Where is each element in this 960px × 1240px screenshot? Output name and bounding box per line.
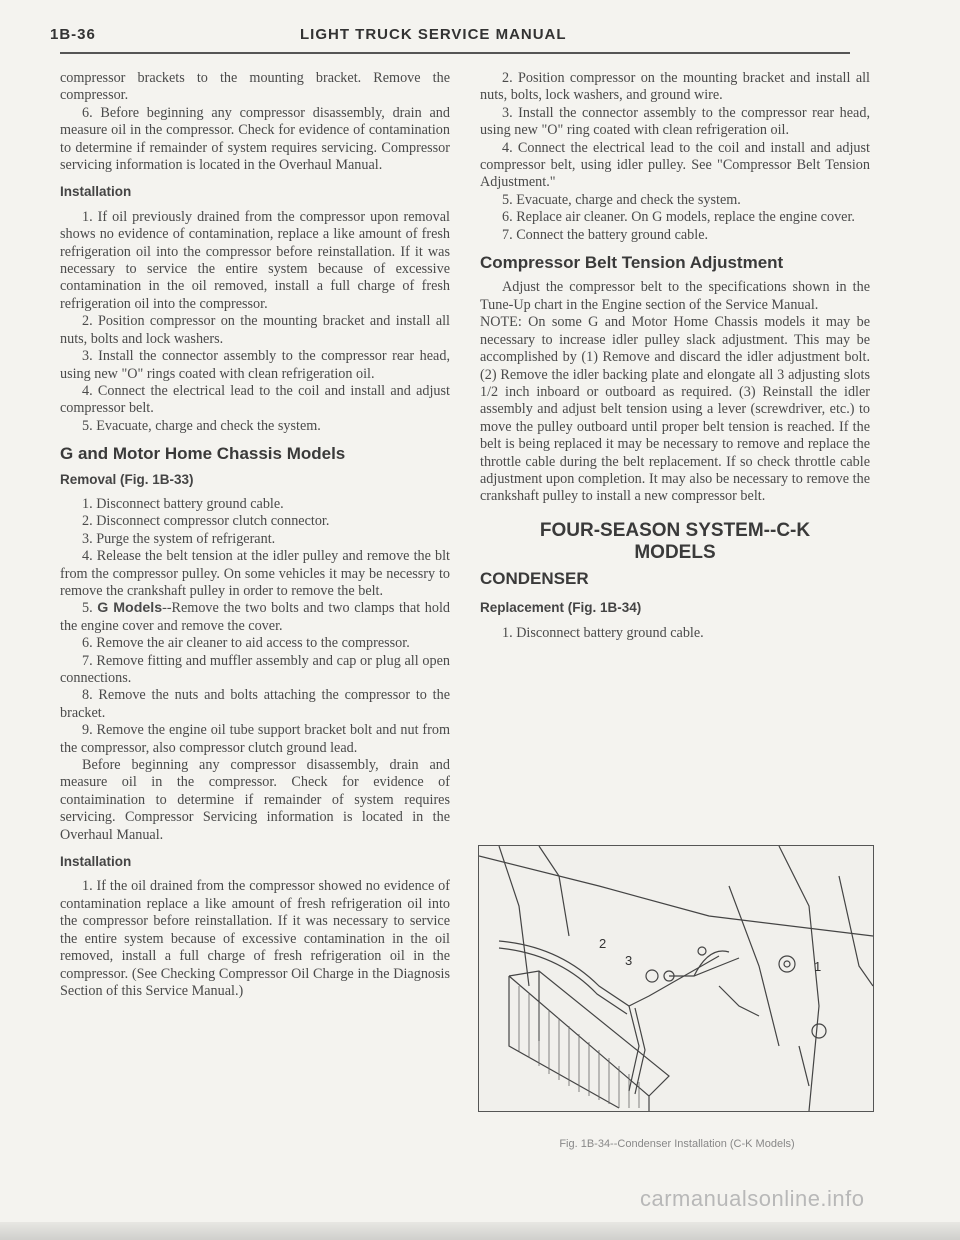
step: 1. Disconnect battery ground cable. — [82, 495, 284, 512]
installation-heading-2: Installation — [60, 854, 132, 870]
step: 2. Disconnect compressor clutch connector. — [82, 513, 330, 530]
watermark: carmanualsonline.info — [640, 1186, 865, 1211]
removal-heading: Removal (Fig. 1B-33) — [60, 471, 194, 487]
step: 5. Evacuate, charge and check the system. — [502, 191, 741, 208]
callout-1: 1 — [814, 959, 822, 974]
replacement-heading: Replacement (Fig. 1B-34) — [480, 600, 642, 616]
step: 2. Position compressor on the mounting bracket and install all nuts, bolts, lock washers, and ground wire. — [480, 70, 870, 104]
four-season-line-1: FOUR-SEASON SYSTEM--C-K — [539, 519, 811, 541]
step: 7. Connect the battery ground cable. — [502, 226, 709, 243]
step: 3. Install the connector assembly to the compressor rear head, using new "O" ring coated with clean refrigeration oil. — [480, 104, 870, 139]
four-season-line-2: MODELS — [634, 541, 716, 563]
step: 4. Release the belt tension at the idler pulley and remove the blt from the compressor pulley. On some vehicles it may be necessry to remove the crankshaft pulley in order to remove the belt. — [60, 548, 450, 599]
note: NOTE: On some G and Motor Home Chassis models it may be necessary to increase idler pulley slack adjustment. This may be accomplished by (1) Remove and discard the idler adjustment bolt. (2) Remove the idler backing plate and elongate all 3 adjusting slots 1/2 inch inboard or outboard as required. (3) Reinstall the idler assembly and adjust belt tension using a lever (screwdriver, etc.) to move the pulley outboard until proper belt tension is reached. If the belt is being replaced it may be necessary to remove and replace the throttle cable during the belt replacement. If so check throttle cable adjustment upon completion. It may also be necessary to remove the crankshaft pulley to install a new compressor belt. — [480, 314, 870, 505]
callout-3: 3 — [625, 953, 633, 968]
paragraph: 6. Before beginning any compressor disassembly, drain and measure oil in the compressor. Check for evidence of contamination to determine if remainder of system requires servicing. Compressor servicing information is located in the Overhaul Manual. — [60, 104, 450, 174]
step: 2. Position compressor on the mounting bracket and install all nuts, bolts and lock washers. — [60, 313, 450, 347]
header-rule — [60, 52, 850, 54]
step — [60, 600, 450, 635]
step: 3. Install the connector assembly to the compressor rear head, using new "O" rings coated with clean refrigeration oil. — [60, 348, 450, 382]
paragraph: compressor brackets to the mounting bracket. Remove the compressor. — [60, 70, 450, 104]
left-column — [60, 70, 450, 1000]
paragraph: Before beginning any compressor disassembly, drain and measure oil in the compressor. Check for evidence of contaimination to determine if remainder of system requires servicing. Compressor Servicing information is located in the Overhaul Manual. — [60, 757, 450, 843]
paragraph: Adjust the compressor belt to the specifications shown in the Tune-Up chart in the Engine section of the Service Manual. — [480, 279, 870, 313]
step: 5. Evacuate, charge and check the system. — [82, 417, 321, 434]
step: 4. Connect the electrical lead to the coil and install and adjust compressor belt. — [60, 382, 450, 417]
manual-title: LIGHT TRUCK SERVICE MANUAL — [300, 26, 567, 43]
step-number: 5. — [82, 600, 93, 617]
four-season-heading — [480, 520, 870, 564]
page-bottom-edge — [0, 1222, 960, 1240]
g-motor-home-heading: G and Motor Home Chassis Models — [60, 444, 346, 464]
step: 4. Connect the electrical lead to the coil and install and adjust compressor belt, using idler pulley. See "Compressor Belt Tension Adjustment." — [480, 139, 870, 191]
step: 1. If the oil drained from the compressor showed no evidence of contamination replace a like amount of fresh refrigeration oil into the compressor before reinstallation. If it was necessary to service the entire system because of excessive contamination in the oil removed, install a full charge of fresh refrigeration oil in the compressor. (See Checking Compressor Oil Charge in the Diagnosis Section of this Service Manual.) — [60, 878, 450, 999]
step: 7. Remove fitting and muffler assembly and cap or plug all open connections. — [60, 652, 450, 686]
step: 1. If oil previously drained from the compressor upon removal shows no evidence of contamination, replace a like amount of fresh refrigeration oil into the compressor before reinstallation. If it was necessary to service the entire system because of excessive contamination in the oil removed, install a full charge of fresh refrigeration oil into the compressor. — [60, 208, 450, 312]
condenser-installation-figure — [478, 845, 874, 1112]
condenser-illustration — [479, 846, 873, 1111]
installation-heading: Installation — [60, 184, 132, 200]
right-column — [480, 70, 870, 642]
condenser-heading: CONDENSER — [480, 568, 589, 588]
step: 6. Replace air cleaner. On G models, replace the engine cover. — [502, 209, 855, 226]
step: 3. Purge the system of refrigerant. — [82, 530, 276, 547]
step: 8. Remove the nuts and bolts attaching the compressor to the bracket. — [60, 687, 450, 721]
page-header — [50, 26, 850, 52]
page-number: 1B-36 — [50, 26, 96, 43]
figure-caption: Fig. 1B-34--Condenser Installation (C-K Models) — [559, 1138, 795, 1150]
step: 6. Remove the air cleaner to aid access to the compressor. — [82, 635, 410, 652]
step: 9. Remove the engine oil tube support bracket bolt and nut from the compressor, also compressor clutch ground lead. — [60, 722, 450, 756]
step: 1. Disconnect battery ground cable. — [502, 624, 704, 641]
step-text: --Remove the two bolts and two clamps that hold the engine cover and remove the cover. — [60, 600, 451, 634]
g-models-label: G Models — [97, 600, 163, 617]
callout-2: 2 — [599, 936, 607, 951]
belt-tension-heading: Compressor Belt Tension Adjustment — [480, 253, 784, 273]
